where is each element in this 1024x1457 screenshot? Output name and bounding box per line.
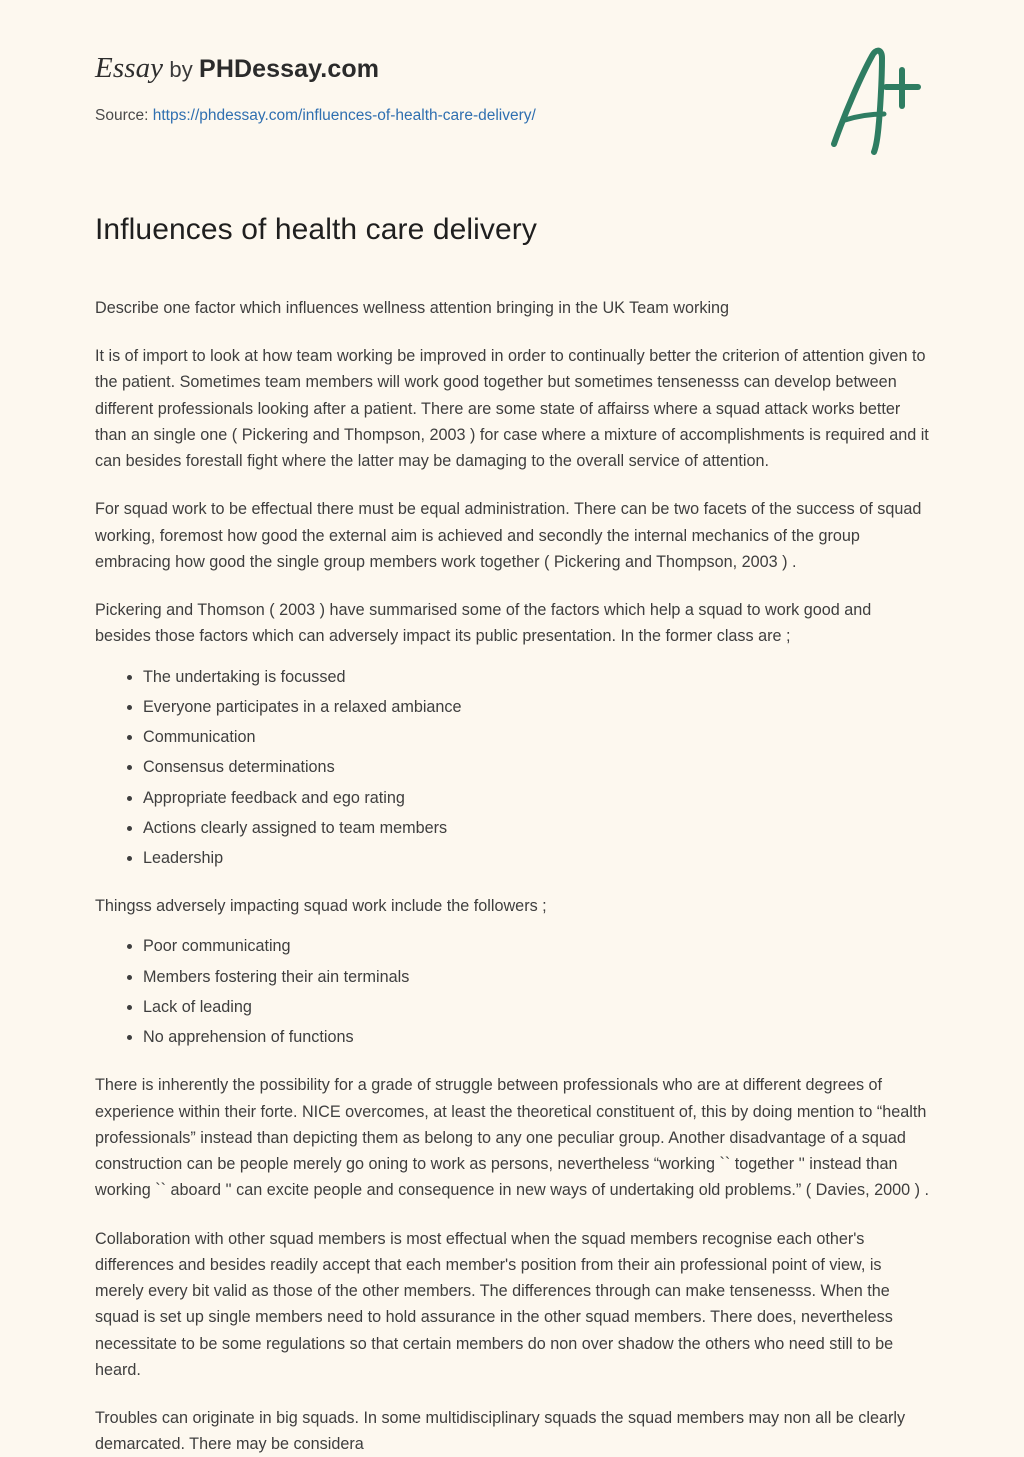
list-item: • Appropriate feedback and ego rating	[143, 785, 929, 811]
source-url-link[interactable]: https://phdessay.com/influences-of-health-care-delivery/	[152, 107, 536, 124]
source-line	[95, 107, 929, 125]
list-item: • The undertaking is focussed	[143, 664, 929, 690]
list-item: • Consensus determinations	[143, 754, 929, 780]
brand-by-text: by	[163, 57, 200, 82]
paragraph: Pickering and Thomson ( 2003 ) have summarised some of the factors which help a squad to work good and besides those factors which can adversely impact its public presentation. In the former class are ;	[95, 601, 872, 646]
article-body	[95, 247, 929, 1457]
page-title: Influences of health care delivery	[95, 213, 537, 246]
paragraph: For squad work to be effectual there must be equal administration. There can be two facets of the success of squad working, foremost how good the external aim is achieved and secondly the internal mechanics of the group embracing how good the single group members work together ( Pickering and Thompson, 2003 ) .	[95, 500, 922, 571]
paragraph: Collaboration with other squad members is most effectual when the squad members recognise each other's differences and besides readily accept that each member's position from their ain professional point of view, is merely every bit valid as those of the other members. The differences through can make tensenesss. When the squad is set up single members need to hold assurance in the other squad members. There does, nevertheless necessitate to be some regulations so that certain members do non over shadow the others who need still to be heard.	[95, 1229, 894, 1379]
paragraph: It is of import to look at how team working be improved in order to continually better the criterion of attention given to the patient. Sometimes team members will work good together but sometimes tensenesss can develop between different professionals looking after a patient. There are some state of affairss where a squad attack works better than an single one ( Pickering and Thompson, 2003 ) for case where a mixture of accomplishments is required and it can besides forestall fight where the latter may be damaging to the overall service of attention.	[95, 347, 929, 471]
list-item: • Leadership	[143, 845, 929, 871]
list-item: • Actions clearly assigned to team members	[143, 815, 929, 841]
brand-site-text: PHDessay.com	[199, 55, 380, 83]
a-plus-logo-icon	[816, 40, 936, 160]
paragraph: Describe one factor which influences wellness attention bringing in the UK Team working	[95, 299, 730, 317]
list-item: • Communication	[143, 724, 929, 750]
list-item: • Everyone participates in a relaxed ambiance	[143, 694, 929, 720]
list-item: • Members fostering their ain terminals	[143, 964, 929, 990]
paragraph: Thingss adversely impacting squad work include the followers ;	[95, 897, 547, 916]
bullet-list	[95, 933, 929, 1050]
brand-essay-text: Essay	[95, 52, 164, 84]
list-item: • Poor communicating	[143, 933, 929, 959]
list-item: • No apprehension of functions	[143, 1024, 929, 1050]
bullet-list	[95, 664, 929, 872]
brand	[95, 52, 929, 85]
page-header	[0, 0, 1024, 125]
paragraph: There is inherently the possibility for a grade of struggle between professionals who are at different degrees of experience within their forte. NICE overcomes, at least the theoretical constituent of, this by doing mention to “health professionals” instead than depicting them as belong to any one peculiar group. Another disadvantage of a squad construction can be people merely go oning to work as persons, nevertheless “working `` together '' instead than working `` aboard '' can excite people and consequence in new ways of undertaking old problems.” ( Davies, 2000 ) .	[95, 1076, 929, 1200]
list-item: • Lack of leading	[143, 994, 929, 1020]
paragraph: Troubles can originate in big squads. In some multidisciplinary squads the squad members may non all be clearly demarcated. There may be considera	[95, 1408, 906, 1454]
source-label: Source:	[95, 107, 153, 124]
